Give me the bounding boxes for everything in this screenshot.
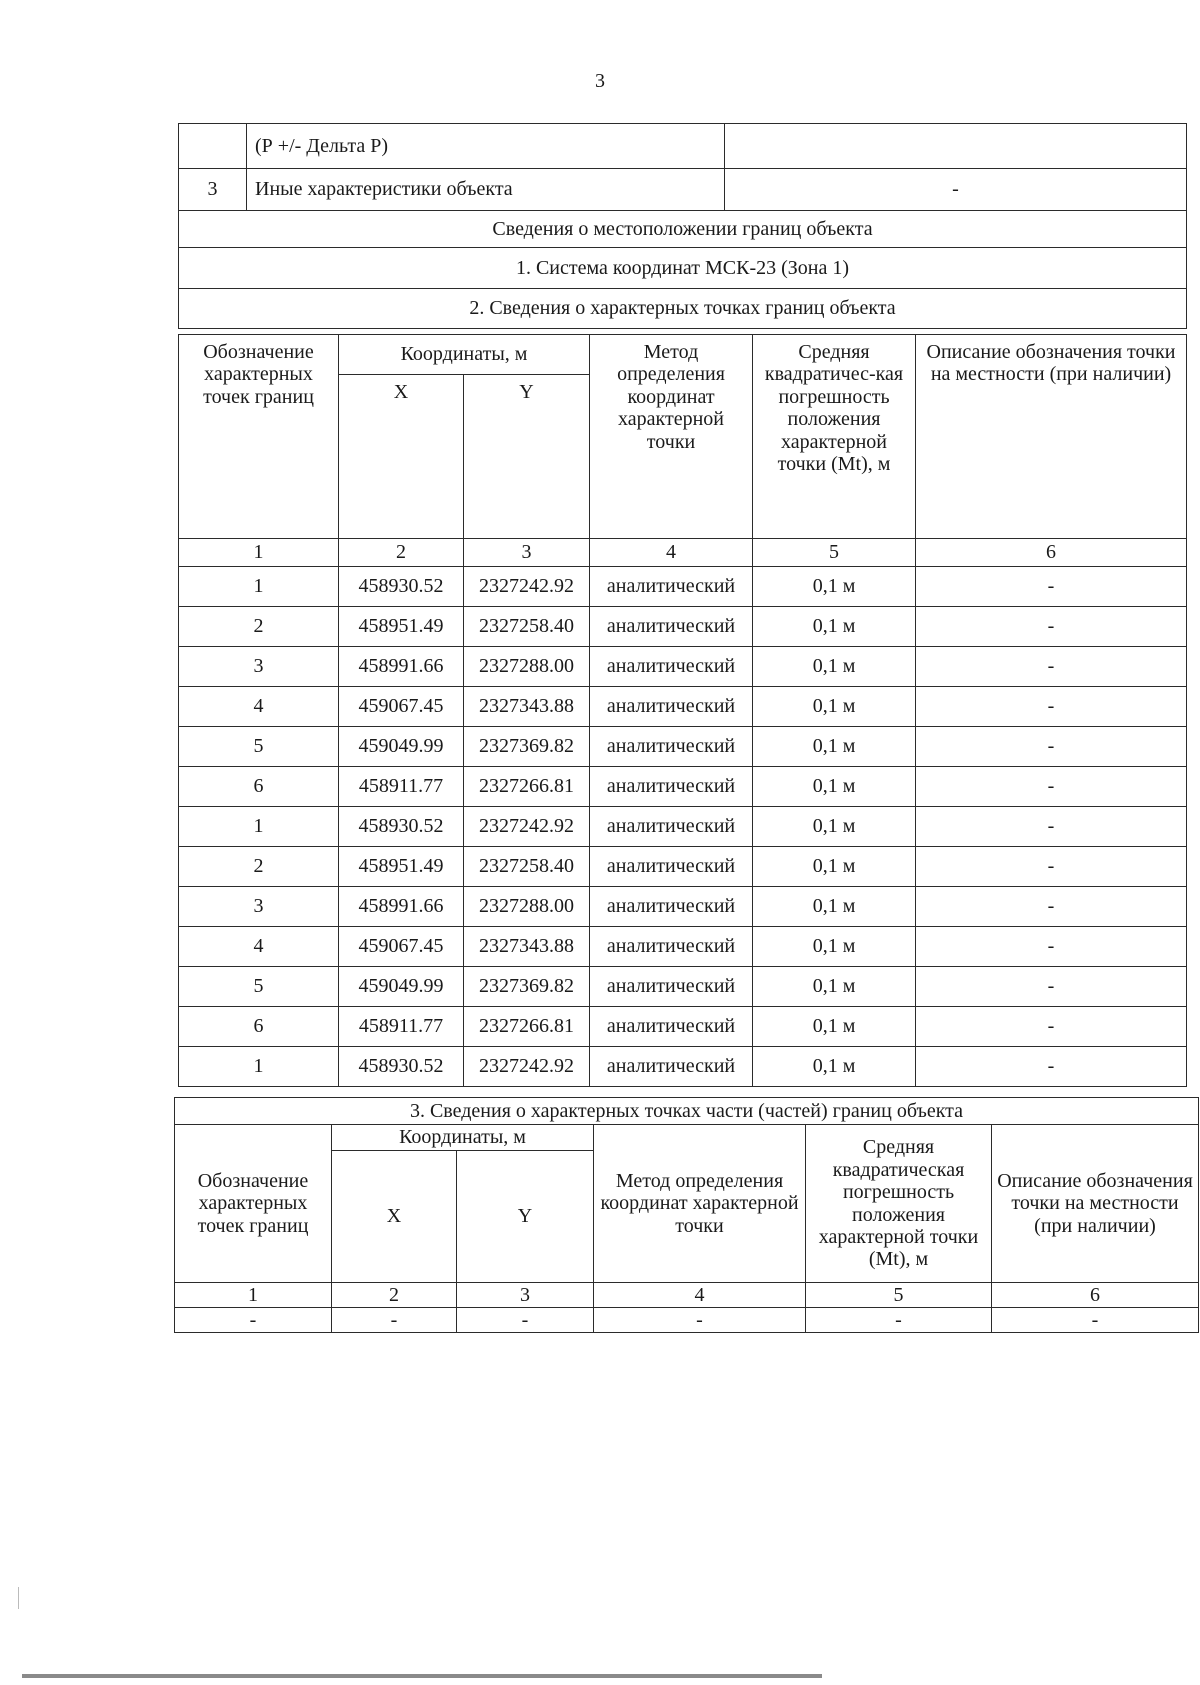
x-coordinate-cell: 459049.99 — [339, 967, 464, 1007]
method-cell: аналитический — [590, 1007, 753, 1047]
parts-section-title: 3. Сведения о характерных точках части (частей) границ объекта — [175, 1098, 1199, 1125]
method-cell: аналитический — [590, 967, 753, 1007]
description-cell: - — [916, 567, 1187, 607]
y-coordinate-cell: 2327288.00 — [464, 887, 590, 927]
points-body — [179, 567, 1187, 1087]
method-cell: аналитический — [590, 847, 753, 887]
x-coordinate-cell: 458991.66 — [339, 887, 464, 927]
description-cell: - — [916, 887, 1187, 927]
empty-cell: - — [175, 1308, 332, 1333]
table-row — [179, 927, 1187, 967]
header-row — [175, 1125, 1199, 1151]
method-header: Метод определения координат характерной точки — [590, 335, 753, 539]
y-coordinate-cell: 2327242.92 — [464, 567, 590, 607]
x-coordinate-cell: 458911.77 — [339, 767, 464, 807]
point-number-cell: 1 — [179, 567, 339, 607]
method-cell: аналитический — [590, 807, 753, 847]
point-number-cell: 4 — [179, 927, 339, 967]
description-cell: - — [916, 967, 1187, 1007]
table-row — [179, 124, 1187, 169]
empty-cell: - — [457, 1308, 594, 1333]
y-coordinate-cell: 2327258.40 — [464, 607, 590, 647]
y-coordinate-cell: 2327242.92 — [464, 1047, 590, 1087]
coordinate-system-title: 1. Система координат МСК-23 (Зона 1) — [179, 248, 1187, 289]
table-row — [179, 807, 1187, 847]
y-coordinate-cell: 2327369.82 — [464, 727, 590, 767]
error-cell: 0,1 м — [753, 767, 916, 807]
description-cell: - — [916, 1007, 1187, 1047]
parts-y-header: Y — [457, 1151, 594, 1283]
y-coordinate-cell: 2327369.82 — [464, 967, 590, 1007]
section-title-row — [179, 248, 1187, 289]
point-number-cell: 6 — [179, 1007, 339, 1047]
error-cell: 0,1 м — [753, 1047, 916, 1087]
error-cell: 0,1 м — [753, 807, 916, 847]
parts-method-header: Метод определения координат характерной точки — [594, 1125, 806, 1283]
method-cell: аналитический — [590, 647, 753, 687]
characteristics-table — [178, 123, 1187, 329]
table-row — [179, 687, 1187, 727]
error-cell: 0,1 м — [753, 967, 916, 1007]
parts-designation-header: Обозначение характерных точек границ — [175, 1125, 332, 1283]
method-cell: аналитический — [590, 607, 753, 647]
x-coordinate-cell: 458991.66 — [339, 647, 464, 687]
table-row — [179, 567, 1187, 607]
empty-cell: - — [332, 1308, 457, 1333]
column-number: 5 — [753, 539, 916, 567]
column-number: 5 — [806, 1283, 992, 1308]
row-value-cell — [725, 124, 1187, 169]
column-number: 6 — [916, 539, 1187, 567]
y-coordinate-cell: 2327343.88 — [464, 687, 590, 727]
empty-cell: - — [594, 1308, 806, 1333]
error-cell: 0,1 м — [753, 687, 916, 727]
point-number-cell: 3 — [179, 887, 339, 927]
parts-x-header: X — [332, 1151, 457, 1283]
description-cell: - — [916, 607, 1187, 647]
scan-edge-rule — [22, 1674, 822, 1678]
table-row — [175, 1308, 1199, 1333]
column-numbers-row — [179, 539, 1187, 567]
error-cell: 0,1 м — [753, 887, 916, 927]
error-cell: 0,1 м — [753, 567, 916, 607]
scan-mark — [18, 1587, 19, 1609]
empty-cell: - — [806, 1308, 992, 1333]
table-row — [179, 847, 1187, 887]
table-row — [179, 967, 1187, 1007]
x-coordinate-cell: 458951.49 — [339, 607, 464, 647]
points-section-title: 2. Сведения о характерных точках границ объекта — [179, 289, 1187, 329]
column-number: 4 — [594, 1283, 806, 1308]
column-number: 1 — [175, 1283, 332, 1308]
header-row — [179, 335, 1187, 375]
point-number-cell: 6 — [179, 767, 339, 807]
description-cell: - — [916, 727, 1187, 767]
row-number-cell — [179, 124, 247, 169]
point-number-cell: 5 — [179, 727, 339, 767]
empty-cell: - — [992, 1308, 1199, 1333]
table-row — [179, 727, 1187, 767]
y-coordinate-cell: 2327258.40 — [464, 847, 590, 887]
x-coordinate-cell: 459049.99 — [339, 727, 464, 767]
y-coordinate-cell: 2327266.81 — [464, 767, 590, 807]
column-number: 3 — [464, 539, 590, 567]
table-row — [179, 767, 1187, 807]
boundary-points-table — [178, 334, 1187, 1087]
method-cell: аналитический — [590, 1047, 753, 1087]
error-cell: 0,1 м — [753, 927, 916, 967]
point-number-cell: 1 — [179, 807, 339, 847]
parts-error-header: Средняя квадратическая погрешность положения характерной точки (Mt), м — [806, 1125, 992, 1283]
error-header: Средняя квадратичес-кая погрешность положения характерной точки (Mt), м — [753, 335, 916, 539]
column-numbers-row — [175, 1283, 1199, 1308]
coordinates-header: Координаты, м — [339, 335, 590, 375]
y-coordinate-cell: 2327288.00 — [464, 647, 590, 687]
point-number-cell: 3 — [179, 647, 339, 687]
page-number: 3 — [595, 70, 605, 92]
x-coordinate-cell: 458930.52 — [339, 567, 464, 607]
x-coordinate-cell: 458911.77 — [339, 1007, 464, 1047]
description-cell: - — [916, 647, 1187, 687]
y-coordinate-cell: 2327242.92 — [464, 807, 590, 847]
table-row — [179, 647, 1187, 687]
error-cell: 0,1 м — [753, 607, 916, 647]
row-number-cell: 3 — [179, 169, 247, 211]
y-coordinate-cell: 2327266.81 — [464, 1007, 590, 1047]
x-coordinate-cell: 458951.49 — [339, 847, 464, 887]
x-coordinate-cell: 458930.52 — [339, 1047, 464, 1087]
method-cell: аналитический — [590, 567, 753, 607]
row-label-cell: Иные характеристики объекта — [247, 169, 725, 211]
description-cell: - — [916, 847, 1187, 887]
column-number: 6 — [992, 1283, 1199, 1308]
table-row — [179, 887, 1187, 927]
description-cell: - — [916, 767, 1187, 807]
table-row — [179, 1007, 1187, 1047]
section-title-row — [179, 211, 1187, 248]
table-row — [179, 169, 1187, 211]
x-coordinate-cell: 459067.45 — [339, 687, 464, 727]
error-cell: 0,1 м — [753, 727, 916, 767]
error-cell: 0,1 м — [753, 847, 916, 887]
designation-header: Обозначение характерных точек границ — [179, 335, 339, 539]
description-cell: - — [916, 687, 1187, 727]
error-cell: 0,1 м — [753, 647, 916, 687]
point-number-cell: 4 — [179, 687, 339, 727]
column-number: 3 — [457, 1283, 594, 1308]
point-number-cell: 1 — [179, 1047, 339, 1087]
column-number: 1 — [179, 539, 339, 567]
section-title-row — [179, 289, 1187, 329]
error-cell: 0,1 м — [753, 1007, 916, 1047]
description-cell: - — [916, 807, 1187, 847]
table-row — [179, 1047, 1187, 1087]
y-header: Y — [464, 375, 590, 539]
parts-description-header: Описание обозначения точки на местности (при наличии) — [992, 1125, 1199, 1283]
description-cell: - — [916, 927, 1187, 967]
point-number-cell: 2 — [179, 607, 339, 647]
description-cell: - — [916, 1047, 1187, 1087]
parts-points-table — [174, 1097, 1199, 1333]
description-header: Описание обозначения точки на местности (при наличии) — [916, 335, 1187, 539]
column-number: 4 — [590, 539, 753, 567]
method-cell: аналитический — [590, 727, 753, 767]
location-section-title: Сведения о местоположении границ объекта — [179, 211, 1187, 248]
method-cell: аналитический — [590, 767, 753, 807]
x-header: X — [339, 375, 464, 539]
x-coordinate-cell: 458930.52 — [339, 807, 464, 847]
point-number-cell: 2 — [179, 847, 339, 887]
y-coordinate-cell: 2327343.88 — [464, 927, 590, 967]
method-cell: аналитический — [590, 927, 753, 967]
table-row — [179, 607, 1187, 647]
x-coordinate-cell: 459067.45 — [339, 927, 464, 967]
section-title-row — [175, 1098, 1199, 1125]
column-number: 2 — [332, 1283, 457, 1308]
method-cell: аналитический — [590, 687, 753, 727]
point-number-cell: 5 — [179, 967, 339, 1007]
parts-coordinates-header: Координаты, м — [332, 1125, 594, 1151]
method-cell: аналитический — [590, 887, 753, 927]
column-number: 2 — [339, 539, 464, 567]
row-label-cell: (Р +/- Дельта Р) — [247, 124, 725, 169]
row-value-cell: - — [725, 169, 1187, 211]
